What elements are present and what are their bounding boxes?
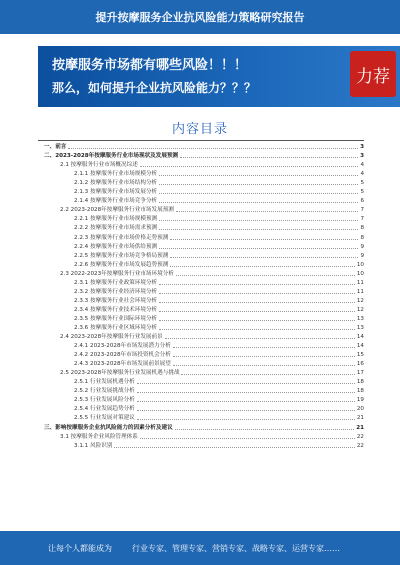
toc-entry[interactable] bbox=[38, 341, 364, 350]
toc-page-number: 20 bbox=[356, 406, 364, 413]
toc-entry[interactable] bbox=[38, 350, 364, 359]
toc-leader-dots bbox=[173, 356, 355, 357]
toc-leader-dots bbox=[173, 347, 355, 348]
toc-entry-title: 2.3.6 按摩服务行业区域环境分析 bbox=[74, 324, 158, 331]
toc-entry[interactable] bbox=[38, 151, 364, 160]
toc-entry-title: 3.1.1 风险识别 bbox=[74, 442, 113, 449]
toc-leader-dots bbox=[140, 438, 355, 439]
toc-leader-dots bbox=[159, 311, 355, 312]
toc-entry-title: 2.2.2 按摩服务行业市场需求预测 bbox=[74, 225, 158, 232]
toc-entry-title: 2.1 按摩服务行业市场概况综述 bbox=[60, 162, 138, 169]
toc-page-number: 6 bbox=[360, 198, 364, 205]
toc-leader-dots bbox=[159, 320, 355, 321]
toc-title: 内容目录 bbox=[171, 122, 228, 137]
toc-leader-dots bbox=[170, 257, 358, 258]
toc-entry[interactable] bbox=[38, 413, 364, 422]
toc-leader-dots bbox=[68, 148, 358, 149]
recommend-stamp: 力荐 bbox=[350, 51, 396, 97]
toc-entry-title: 2.4.2 2023-2028年市场投资机会分析 bbox=[74, 352, 171, 359]
toc-entry[interactable] bbox=[38, 205, 364, 214]
footer-roles: 行业专家、管理专家、营销专家、战略专家、运营专家…… bbox=[132, 544, 340, 553]
footer-bar bbox=[0, 531, 400, 565]
toc-leader-dots bbox=[170, 266, 355, 267]
promo-banner bbox=[38, 46, 400, 107]
toc-page-number: 21 bbox=[356, 415, 364, 422]
toc-entry-title: 2.4.3 2023-2028年市场发展前景展望 bbox=[74, 361, 171, 368]
toc-entry[interactable] bbox=[38, 214, 364, 223]
toc-leader-dots bbox=[176, 211, 359, 212]
toc-page-number: 18 bbox=[356, 379, 364, 386]
toc-entry-title: 2.2.3 按摩服务行业市场价格走势预测 bbox=[74, 234, 169, 241]
toc-entry-title: 2.5.5 行业发展对策建议 bbox=[74, 415, 135, 422]
toc-page-number: 3 bbox=[360, 144, 364, 151]
toc-entry[interactable] bbox=[38, 305, 364, 314]
toc-entry[interactable] bbox=[38, 359, 364, 368]
toc-entry-title: 2.2.5 按摩服务行业市场竞争格局预测 bbox=[74, 252, 169, 259]
toc-leader-dots bbox=[159, 184, 358, 185]
toc-page-number: 22 bbox=[356, 442, 364, 449]
toc-entry-title: 2.3.4 按摩服务行业技术环境分析 bbox=[74, 306, 158, 313]
toc-entry-title: 2.2.4 按摩服务行业市场供给预测 bbox=[74, 243, 158, 250]
toc-leader-dots bbox=[181, 374, 354, 375]
toc-leader-dots bbox=[159, 302, 355, 303]
toc-leader-dots bbox=[159, 248, 358, 249]
toc-entry[interactable] bbox=[38, 377, 364, 386]
toc-entry[interactable] bbox=[38, 269, 364, 278]
toc-entry-title: 2.1.4 按摩服务行业市场竞争分析 bbox=[74, 198, 158, 205]
toc-entry[interactable] bbox=[38, 422, 364, 431]
toc-leader-dots bbox=[114, 447, 354, 448]
toc-entry[interactable] bbox=[38, 287, 364, 296]
toc-entry[interactable] bbox=[38, 368, 364, 377]
toc-entry[interactable] bbox=[38, 178, 364, 187]
toc-entry-title: 2.5.4 行业发展趋势分析 bbox=[74, 406, 135, 413]
toc-page-number: 19 bbox=[356, 397, 364, 404]
toc-entry[interactable] bbox=[38, 332, 364, 341]
banner-headline: 按摩服务市场都有哪些风险！！！ bbox=[52, 58, 248, 73]
toc-entry[interactable] bbox=[38, 232, 364, 241]
toc-entry[interactable] bbox=[38, 395, 364, 404]
banner-subheadline: 那么，如何提升企业抗风险能力？？？ bbox=[52, 81, 257, 95]
toc-leader-dots bbox=[140, 166, 359, 167]
toc-page-number: 11 bbox=[356, 288, 364, 295]
toc-top-divider bbox=[38, 140, 364, 141]
toc-entry-title: 2.5 2023-2028年按摩服务行业发展机遇与挑战 bbox=[60, 370, 180, 377]
toc-entry[interactable] bbox=[38, 251, 364, 260]
toc-entry[interactable] bbox=[38, 160, 364, 169]
toc-page-number: 15 bbox=[356, 352, 364, 359]
toc-entry-title: 2.5.1 行业发展机遇分析 bbox=[74, 379, 135, 386]
toc-entry-title: 2.1.1 按摩服务行业市场规模分析 bbox=[74, 171, 158, 178]
toc-leader-dots bbox=[159, 193, 358, 194]
toc-entry[interactable] bbox=[38, 223, 364, 232]
toc-entry[interactable] bbox=[38, 260, 364, 269]
toc-leader-dots bbox=[137, 392, 355, 393]
toc-page-number: 8 bbox=[360, 225, 364, 232]
toc-page-number: 16 bbox=[356, 361, 364, 368]
toc-page-number: 14 bbox=[356, 334, 364, 341]
toc-entry-title: 2.5.3 行业发展风险分析 bbox=[74, 397, 135, 404]
toc-entry-title: 2.4.1 2023-2028年市场发展潜力分析 bbox=[74, 343, 171, 350]
toc-page-number: 10 bbox=[356, 261, 364, 268]
toc-entry[interactable] bbox=[38, 386, 364, 395]
toc-leader-dots bbox=[137, 401, 355, 402]
toc-page-number: 18 bbox=[356, 388, 364, 395]
report-title-bar bbox=[0, 0, 400, 34]
toc-entry[interactable] bbox=[38, 314, 364, 323]
toc-leader-dots bbox=[159, 284, 355, 285]
toc-entry-title: 2.3.2 按摩服务行业经济环境分析 bbox=[74, 288, 158, 295]
toc-leader-dots bbox=[137, 419, 355, 420]
toc-entry[interactable] bbox=[38, 187, 364, 196]
toc-entry-title: 2.3.3 按摩服务行业社会环境分析 bbox=[74, 297, 158, 304]
toc-page-number: 3 bbox=[360, 153, 364, 160]
toc-page-number: 22 bbox=[356, 433, 364, 440]
toc-leader-dots bbox=[176, 275, 355, 276]
toc-entry-title: 一、前言 bbox=[44, 144, 67, 151]
toc-page-number: 9 bbox=[360, 243, 364, 250]
toc-leader-dots bbox=[159, 202, 358, 203]
toc-page-number: 10 bbox=[356, 270, 364, 277]
toc-page-number: 5 bbox=[360, 189, 364, 196]
toc-leader-dots bbox=[159, 293, 355, 294]
table-of-contents bbox=[38, 142, 364, 522]
toc-entry[interactable] bbox=[38, 404, 364, 413]
toc-leader-dots bbox=[159, 220, 358, 221]
toc-entry-title: 二、2023-2028年按摩服务行业市场现状及发展预测 bbox=[44, 153, 179, 160]
toc-page-number: 8 bbox=[360, 234, 364, 241]
toc-entry[interactable] bbox=[38, 169, 364, 178]
toc-entry-title: 2.2.6 按摩服务行业市场发展趋势预测 bbox=[74, 261, 169, 268]
toc-page-number: 17 bbox=[356, 370, 364, 377]
toc-page-number: 7 bbox=[360, 216, 364, 223]
toc-leader-dots bbox=[175, 429, 355, 430]
toc-entry-title: 2.5.2 行业发展挑战分析 bbox=[74, 388, 135, 395]
toc-leader-dots bbox=[173, 365, 355, 366]
toc-entry[interactable] bbox=[38, 441, 364, 450]
toc-leader-dots bbox=[137, 383, 355, 384]
toc-page-number: 14 bbox=[356, 343, 364, 350]
toc-leader-dots bbox=[159, 175, 358, 176]
toc-entry[interactable] bbox=[38, 242, 364, 251]
report-title: 提升按摩服务企业抗风险能力策略研究报告 bbox=[95, 11, 305, 24]
toc-page-number: 12 bbox=[356, 306, 364, 313]
toc-entry-title: 2.1.2 按摩服务行业市场结构分析 bbox=[74, 180, 158, 187]
toc-entry-title: 2.4 2023-2028年按摩服务行业发展前景 bbox=[60, 334, 163, 341]
toc-entry[interactable] bbox=[38, 196, 364, 205]
toc-page-number: 21 bbox=[356, 424, 364, 431]
toc-page-number: 7 bbox=[360, 207, 364, 214]
toc-entry[interactable] bbox=[38, 142, 364, 151]
toc-page-number: 12 bbox=[356, 297, 364, 304]
toc-page-number: 11 bbox=[356, 279, 364, 286]
toc-entry[interactable] bbox=[38, 296, 364, 305]
footer-slogan: 让每个人都能成为 bbox=[48, 544, 112, 553]
toc-entry-title: 2.3.1 按摩服务行业政策环境分析 bbox=[74, 279, 158, 286]
toc-leader-dots bbox=[165, 338, 355, 339]
toc-leader-dots bbox=[180, 157, 358, 158]
toc-leader-dots bbox=[170, 239, 358, 240]
toc-entry[interactable] bbox=[38, 432, 364, 441]
toc-page-number: 4 bbox=[360, 171, 364, 178]
toc-leader-dots bbox=[159, 229, 358, 230]
toc-entry-title: 2.3.5 按摩服务行业国际环境分析 bbox=[74, 315, 158, 322]
toc-page-number: 13 bbox=[356, 315, 364, 322]
toc-entry-title: 三、影响按摩服务企业抗风险能力的因素分析及建议 bbox=[44, 424, 173, 431]
toc-entry[interactable] bbox=[38, 323, 364, 332]
toc-page-number: 4 bbox=[360, 162, 364, 169]
toc-page-number: 5 bbox=[360, 180, 364, 187]
toc-entry-title: 2.3 2022-2023年按摩服务行业市场环境分析 bbox=[60, 270, 174, 277]
toc-page-number: 13 bbox=[356, 324, 364, 331]
toc-entry-title: 2.1.3 按摩服务行业市场发展分析 bbox=[74, 189, 158, 196]
toc-entry-title: 3.1 按摩服务企业风险管理体系 bbox=[60, 433, 138, 440]
toc-entry[interactable] bbox=[38, 278, 364, 287]
toc-entry-title: 2.2 2023-2028年按摩服务行业市场发展预测 bbox=[60, 207, 174, 214]
toc-leader-dots bbox=[137, 410, 355, 411]
toc-entry-title: 2.2.1 按摩服务行业市场规模预测 bbox=[74, 216, 158, 223]
toc-page-number: 9 bbox=[360, 252, 364, 259]
toc-leader-dots bbox=[159, 329, 355, 330]
